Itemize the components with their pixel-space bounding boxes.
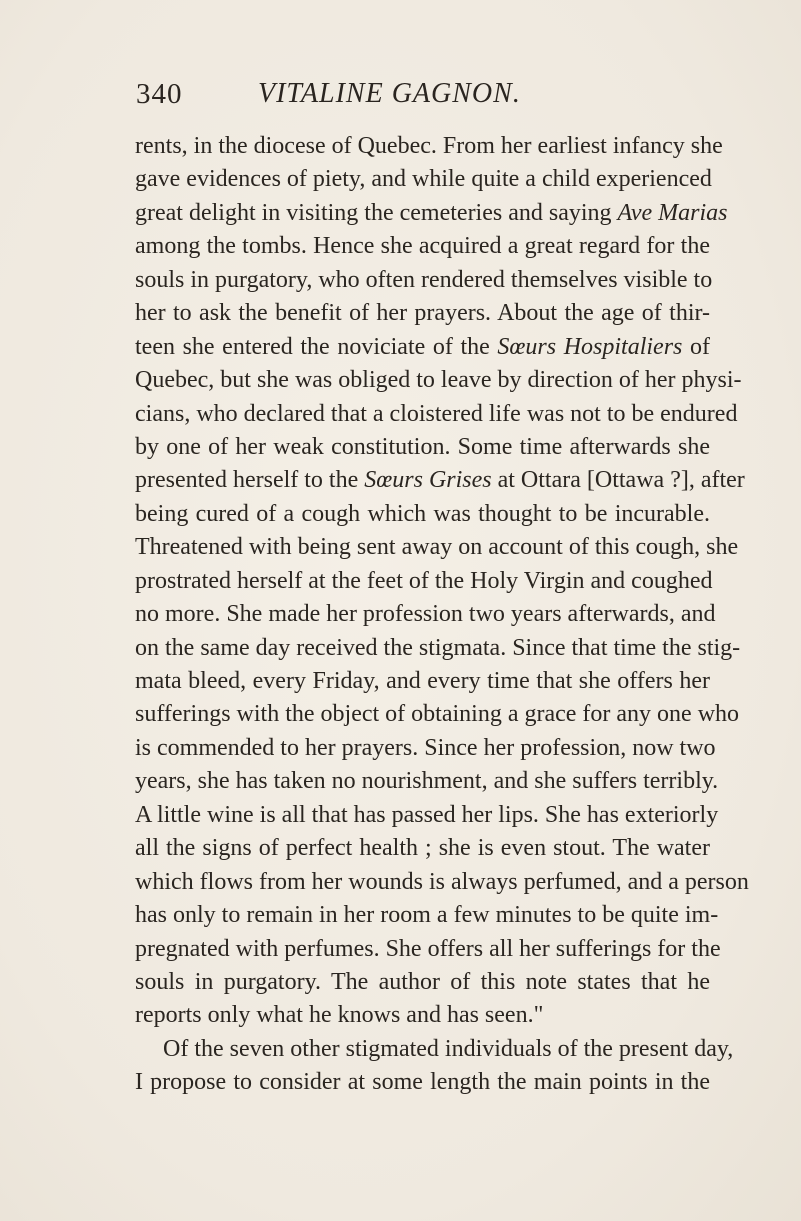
- text-segment: presented herself to the: [135, 467, 365, 494]
- text-line: [135, 832, 710, 865]
- text-line: [135, 431, 710, 464]
- text-segment: A little wine is all that has passed her lips. She has exteriorly: [135, 801, 719, 828]
- text-segment: has only to remain in her room a few minutes to be quite im-: [135, 902, 719, 929]
- italic-phrase: Sœurs Grises: [364, 467, 492, 494]
- text-segment: years, she has taken no nourishment, and she suffers terribly.: [135, 768, 719, 795]
- text-segment: no more. She made her profession two years afterwards, and: [135, 601, 716, 628]
- text-line: [135, 966, 710, 999]
- text-segment: great delight in visiting the cemeteries and saying: [135, 199, 618, 226]
- text-segment: among the tombs. Hence she acquired a great regard for the: [135, 233, 710, 260]
- text-line: [135, 464, 745, 497]
- text-line: [135, 665, 710, 698]
- text-segment: I propose to consider at some length the main points in the: [135, 1069, 710, 1096]
- text-segment: gave evidences of piety, and while quite a child experienced: [135, 166, 712, 193]
- running-title: VITALINE GAGNON.: [258, 78, 521, 109]
- text-line: [135, 799, 719, 832]
- text-line: [135, 632, 741, 665]
- text-segment: all the signs of perfect health ; she is even stout. The water: [135, 835, 710, 862]
- text-line: [135, 933, 721, 966]
- text-segment: is commended to her prayers. Since her profession, now two: [135, 734, 716, 761]
- text-line: [135, 264, 713, 297]
- text-line: [135, 765, 719, 798]
- text-segment: of: [682, 333, 710, 360]
- text-line: [135, 163, 710, 196]
- text-segment: which flows from her wounds is always perfumed, and a person: [135, 868, 749, 895]
- text-line: [135, 297, 710, 330]
- text-segment: at Ottara [Ottawa ?], after: [491, 467, 745, 494]
- text-line: [135, 1033, 734, 1066]
- italic-phrase: Sœurs Hospitaliers: [497, 333, 683, 360]
- text-segment: teen she entered the noviciate of the: [135, 333, 498, 360]
- text-line: [135, 999, 710, 1032]
- text-line: [135, 130, 723, 163]
- text-line: [135, 866, 749, 899]
- text-line: [135, 498, 710, 531]
- text-line: [135, 698, 740, 731]
- text-line: [135, 230, 710, 263]
- text-line: [135, 398, 738, 431]
- text-segment: pregnated with perfumes. She offers all her sufferings for the: [135, 935, 721, 962]
- text-segment: on the same day received the stigmata. Since that time the stig-: [135, 634, 741, 661]
- text-segment: Quebec, but she was obliged to leave by direction of her physi-: [135, 367, 742, 394]
- italic-phrase: Ave Marias: [617, 199, 728, 226]
- text-segment: souls in purgatory. The author of this note states that he: [135, 968, 710, 995]
- text-line: [135, 732, 716, 765]
- text-segment: rents, in the diocese of Quebec. From her earliest infancy she: [135, 133, 723, 159]
- text-segment: Threatened with being sent away on account of this cough, she: [135, 534, 739, 561]
- text-segment: by one of her weak constitution. Some time afterwards she: [135, 433, 710, 460]
- text-segment: cians, who declared that a cloistered life was not to be endured: [135, 400, 738, 427]
- text-line: [135, 1066, 710, 1099]
- page-header: [136, 78, 696, 118]
- text-line: [135, 565, 713, 598]
- text-line: [135, 331, 710, 364]
- body-text: [135, 130, 749, 1100]
- text-segment: souls in purgatory, who often rendered themselves visible to: [135, 266, 713, 293]
- text-segment: mata bleed, every Friday, and every time that she offers her: [135, 668, 710, 694]
- text-line: [135, 899, 719, 932]
- text-line: [135, 197, 728, 230]
- text-segment: Of the seven other stigmated individuals of the present day,: [163, 1035, 734, 1062]
- page-number: 340: [136, 78, 183, 110]
- text-segment: reports only what he knows and has seen.": [135, 1002, 544, 1029]
- text-segment: her to ask the benefit of her prayers. About the age of thir-: [135, 300, 710, 327]
- text-segment: being cured of a cough which was thought to be incurable.: [135, 500, 710, 527]
- text-segment: prostrated herself at the feet of the Holy Virgin and coughed: [135, 567, 713, 594]
- text-line: [135, 598, 716, 631]
- text-line: [135, 531, 739, 564]
- text-segment: sufferings with the object of obtaining a grace for any one who: [135, 701, 740, 728]
- text-line: [135, 364, 742, 397]
